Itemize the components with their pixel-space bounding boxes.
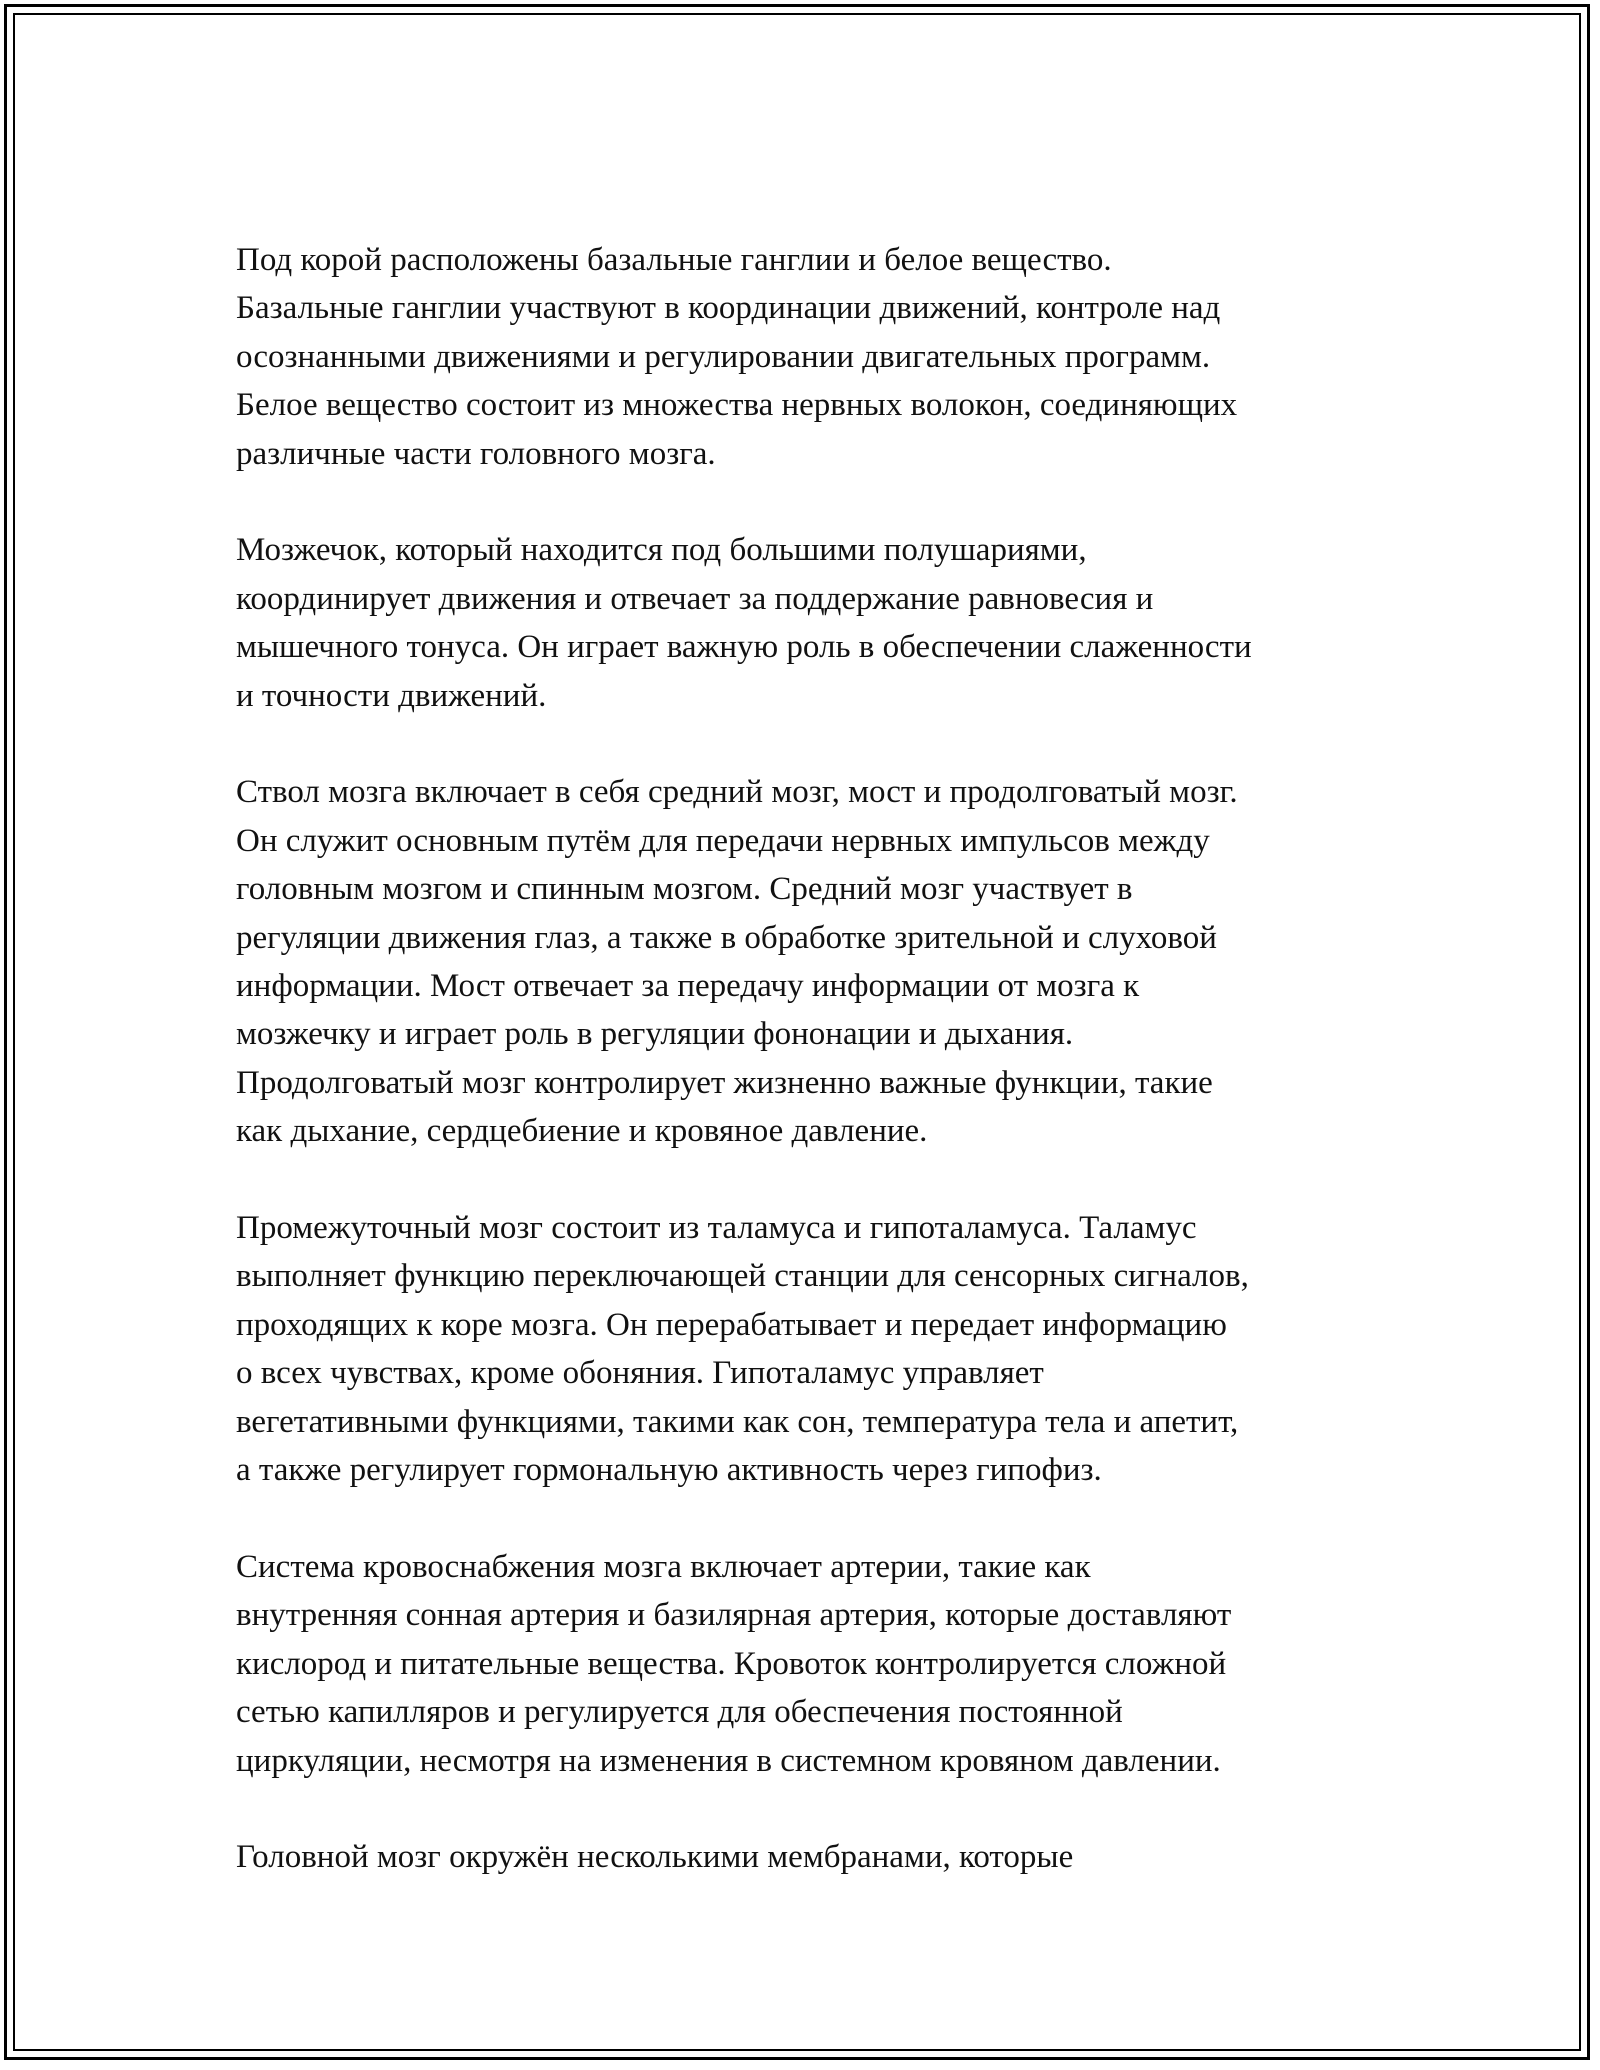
text-line: Белое вещество состоит из множества нервных волокон, соединяющих xyxy=(236,387,1238,424)
paragraph xyxy=(236,526,1426,720)
paragraph xyxy=(236,1833,1426,1881)
text-line: информации. Мост отвечает за передачу информации от мозга к xyxy=(236,968,1140,1005)
text-line: Промежуточный мозг состоит из таламуса и гипоталамуса. Таламус xyxy=(236,1210,1197,1247)
text-line: осознанными движениями и регулировании двигательных программ. xyxy=(236,338,1211,375)
text-line: Базальные ганглии участвуют в координации движений, контроле над xyxy=(236,290,1221,327)
text-line: как дыхание, сердцебиение и кровяное давление. xyxy=(236,1113,928,1150)
paragraph xyxy=(236,768,1426,1155)
text-line: Ствол мозга включает в себя средний мозг, мост и продолговатый мозг. xyxy=(236,774,1238,811)
text-line: о всех чувствах, кроме обоняния. Гипоталамус управляет xyxy=(236,1355,1044,1392)
text-line: циркуляции, несмотря на изменения в системном кровяном давлении. xyxy=(236,1742,1221,1779)
text-line: Мозжечок, который находится под большими полушариями, xyxy=(236,532,1087,569)
paragraph xyxy=(236,1204,1426,1494)
text-line: сетью капилляров и регулируется для обеспечения постоянной xyxy=(236,1694,1123,1731)
text-line: координирует движения и отвечает за поддержание равновесия и xyxy=(236,580,1154,617)
document-body xyxy=(236,236,1426,1930)
text-line: проходящих к коре мозга. Он перерабатывает и передает информацию xyxy=(236,1306,1227,1343)
text-line: а также регулирует гормональную активность через гипофиз. xyxy=(236,1452,1102,1489)
text-line: Под корой расположены базальные ганглии и белое вещество. xyxy=(236,242,1112,278)
text-line: внутренняя сонная артерия и базилярная артерия, которые доставляют xyxy=(236,1597,1232,1634)
paragraph xyxy=(236,236,1426,478)
text-line: и точности движений. xyxy=(236,677,547,714)
text-line: Он служит основным путём для передачи нервных импульсов между xyxy=(236,822,1210,859)
text-line: головным мозгом и спинным мозгом. Средний мозг участвует в xyxy=(236,871,1133,908)
text-line: Продолговатый мозг контролирует жизненно важные функции, такие xyxy=(236,1064,1213,1101)
text-line: регуляции движения глаз, а также в обработке зрительной и слуховой xyxy=(236,919,1217,956)
text-line: различные части головного мозга. xyxy=(236,435,716,472)
text-line: вегетативными функциями, такими как сон, температура тела и апетит, xyxy=(236,1403,1239,1440)
text-line: мозжечку и играет роль в регуляции фононации и дыхания. xyxy=(236,1016,1074,1053)
text-line: кислород и питательные вещества. Кровоток контролируется сложной xyxy=(236,1645,1227,1682)
text-line: выполняет функцию переключающей станции для сенсорных сигналов, xyxy=(236,1258,1249,1295)
text-line: Головной мозг окружён несколькими мембранами, которые xyxy=(236,1839,1074,1876)
text-line: мышечного тонуса. Он играет важную роль в обеспечении слаженности xyxy=(236,629,1252,666)
paragraph xyxy=(236,1543,1426,1785)
text-line: Система кровоснабжения мозга включает артерии, такие как xyxy=(236,1548,1091,1585)
